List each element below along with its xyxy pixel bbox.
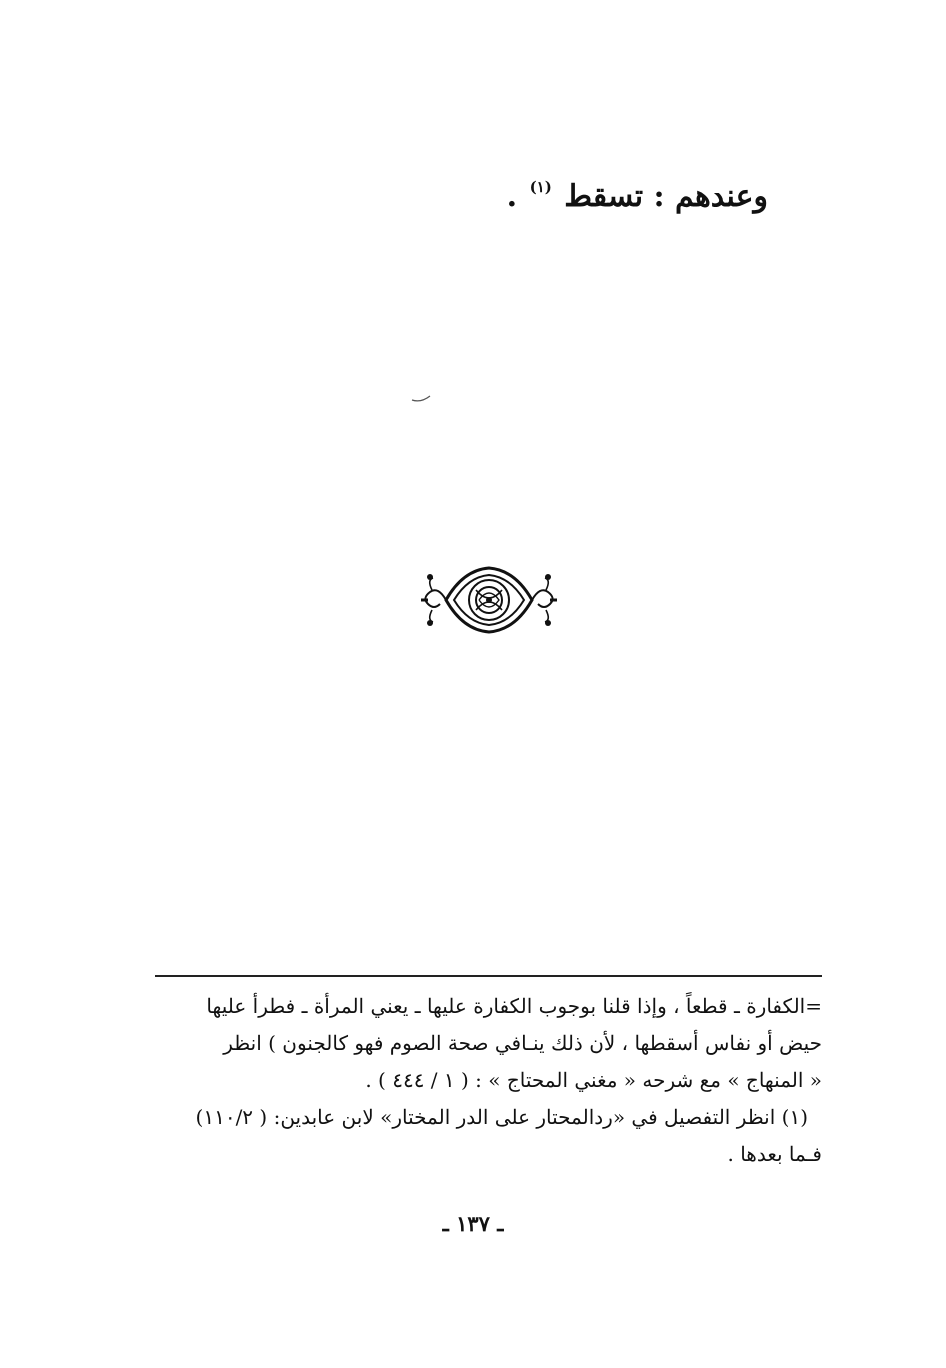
footnote-line: حيض أو نفاس أسقطها ، لأن ذلك ينـافي صحة الصوم فهو كالجنون ) انظر: [223, 1031, 822, 1055]
page-number: ـ ١٣٧ ـ: [442, 1211, 504, 1236]
main-text: وعندهم : تسقط: [564, 179, 768, 214]
footnotes-block: [160, 988, 822, 1173]
main-text-end-punctuation: .: [506, 179, 518, 214]
footnote-line: « المنهاج » مع شرحه « مغني المحتاج » : ( ١ / ٤٤٤ ) .: [365, 1068, 822, 1092]
footnote-line: (١) انظر التفصيل في «ردالمحتار على الدر المختار» لابن عابدين: ( ١١٠/٢): [195, 1105, 808, 1129]
footnote-line: فـما بعدها .: [727, 1142, 822, 1166]
arabesque-ornament-icon: [418, 560, 560, 640]
main-text-line: [507, 178, 768, 214]
footnote-reference: (١): [529, 178, 552, 196]
footnote-separator: [155, 975, 822, 977]
stray-ink-mark: [410, 392, 432, 404]
footnote-line: =الكفارة ـ قطعاً ، وإذا قلنا بوجوب الكفارة عليها ـ يعني المرأة ـ فطرأ عليها: [206, 994, 822, 1018]
